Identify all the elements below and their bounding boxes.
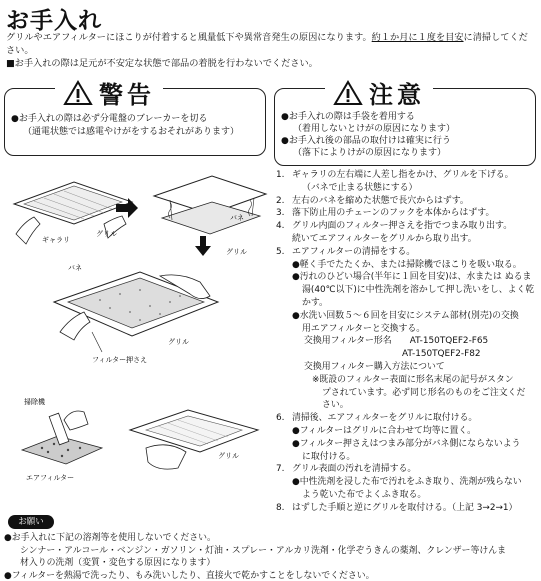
intro-line1a: グリルやエアフィルターにほこりが付着すると風量低下や異常音発生の原因になります。 (6, 32, 372, 43)
step-5-bullet-3b: 用エアフィルターと交換する。 (302, 323, 426, 334)
label-grill-2: グリル (226, 248, 247, 256)
note-2: シンナー・アルコール・ベンジン・ガソリン・灯油・スプレー・アルカリ洗剤・化学ぞうきんの薬剤、クレンザー等けんま (20, 545, 506, 556)
note-4: ●フィルターを熱湯で洗ったり、もみ洗いしたり、直接火で乾かすことをしないでください。 (4, 570, 375, 581)
step-7 (276, 463, 538, 476)
intro-emphasis: 約１か月に１度を目安 (371, 32, 464, 43)
caution-line1: ●お手入れの際は手袋を着用する (281, 112, 415, 122)
step-4 (276, 220, 538, 233)
steps-list (276, 169, 538, 515)
step-number: 8. (276, 502, 285, 513)
step-8 (276, 502, 538, 515)
caution-label: 注意 (369, 80, 425, 109)
step-text: ギャラリの左右端に人差し指をかけ、グリルを下げる。 (292, 170, 514, 180)
warning-triangle-icon (63, 80, 93, 106)
step-1-note: （バネで止まる状態にする） (302, 182, 418, 193)
ceiling-panel-right (154, 176, 266, 234)
step-number: 5. (276, 246, 285, 257)
step-6-bullet-2: ●フィルター押さえはつまみ部分がバネ側にならないよう (292, 438, 521, 449)
filter-buy-heading: 交換用フィルター購入方法について (304, 361, 445, 372)
label-cleaner: 掃除機 (24, 398, 45, 406)
step-5-bullet-2: ●汚れのひどい場合(半年に１回を目安)は、水または ぬるま (292, 272, 532, 283)
figure-grill-lowering (4, 172, 269, 264)
step-7-bullet-1b: よう乾いた布でよくふき取る。 (302, 489, 427, 500)
step-1 (276, 169, 538, 182)
page-title: お手入れ (6, 8, 102, 34)
caution-box (274, 80, 536, 166)
note-3: 材入りの洗剤（変質・変色する原因になります） (20, 558, 216, 569)
filter-model-1: AT-150TQEF2-F65 (409, 336, 489, 347)
step-3 (276, 207, 538, 220)
step-number: 4. (276, 221, 285, 232)
step-text: グリル内面のフィルター押さえを指でつまみ取り出す。 (292, 221, 513, 232)
step-number: 7. (276, 464, 285, 475)
intro-line3: ■お手入れの際は足元が不安定な状態で部品の着脱を行わないでください。 (6, 58, 318, 69)
step-text: 清掃後、エアフィルターをグリルに取付ける。 (292, 413, 478, 424)
label-giraru: ギャラリ (42, 236, 70, 244)
label-grill-3: グリル (168, 338, 189, 346)
label-filter-presser: フィルター押さえ (92, 356, 148, 364)
step-5-bullet-3: ●水洗い回数５〜６回を目安にシステム部材(別売)の交換 (292, 310, 519, 321)
figure-filter-removal (40, 262, 230, 370)
caution-line3: ●お手入れ後の部品の取付けは確実に行う (281, 136, 451, 146)
label-air-filter: エアフィルター (26, 474, 75, 482)
step-text: グリル表面の汚れを清掃する。 (292, 464, 417, 475)
request-badge: お願い (8, 515, 54, 529)
step-5-bullet-2c: かす。 (302, 297, 328, 308)
step-6-bullet-2b: に取付ける。 (302, 451, 356, 462)
step-5 (276, 246, 538, 259)
warning-label: 警告 (99, 80, 155, 109)
intro-line1c: に清掃してくだ (463, 32, 528, 43)
intro-line2: さい。 (6, 45, 34, 56)
label-grill-4: グリル (218, 452, 239, 460)
warning-line1: ●お手入れの際は必ず分電盤のブレーカーを切る (11, 114, 208, 124)
step-text: 落下防止用のチェーンのフックを本体からはずす。 (292, 208, 495, 219)
filter-model-row (276, 335, 538, 348)
figure-cleaning (18, 390, 268, 490)
step-5-bullet-1: ●軽く手でたたくか、または掃除機でほこりを吸い取る。 (292, 259, 522, 270)
step-2 (276, 195, 538, 208)
note-1: ●お手入れに下記の溶剤等を使用しないでください。 (4, 533, 216, 543)
notes-section (4, 532, 539, 581)
filter-note-1: ※既設のフィルター表面に形名末尾の記号がスタン (312, 374, 514, 385)
step-text: はずした手順と逆にグリルを取付ける。（上記 3→2→1） (292, 502, 518, 513)
warning-line2: （通電状態では感電やけがをするおそれがあります） (23, 127, 240, 137)
step-text: 左右のバネを縮めた状態で長穴からはずす。 (292, 195, 469, 206)
step-6 (276, 412, 538, 425)
label-bane-1: バネ (230, 214, 244, 222)
filter-note-3: さい。 (322, 400, 349, 411)
arrow-down-icon (195, 236, 211, 256)
step-number: 2. (276, 195, 285, 206)
step-number: 3. (276, 208, 285, 219)
caution-line2: （着用しないとけがの原因になります） (293, 124, 456, 134)
step-4-cont: 続いてエアフィルターをグリルから取り出す。 (292, 233, 477, 244)
caution-line4: （落下によりけがの原因になります） (293, 148, 447, 158)
filter-model-label: 交換用フィルター形名 (304, 336, 392, 347)
caution-triangle-icon (333, 80, 363, 106)
label-grill-1: グリル (96, 230, 117, 238)
step-7-bullet-1: ●中性洗剤を浸した布で汚れをふき取り、洗剤が残らない (292, 477, 522, 488)
step-number: 6. (276, 413, 285, 424)
filter-note-2: プされています。必ず同じ形名のものをご注文くだ (322, 387, 526, 398)
warning-box (4, 80, 266, 156)
step-5-bullet-2b: 湯(40℃以下)に中性洗剤を溶かして押し洗いをし、よく乾 (302, 285, 535, 296)
step-number: 1. (276, 170, 285, 180)
step-6-bullet-1: ●フィルターはグリルに合わせて均等に置く。 (292, 425, 476, 436)
step-text: エアフィルターの清掃をする。 (292, 246, 416, 257)
filter-model-2: AT-150TQEF2-F82 (402, 349, 481, 360)
label-bane-2: バネ (68, 264, 82, 272)
intro-text (6, 31, 536, 70)
